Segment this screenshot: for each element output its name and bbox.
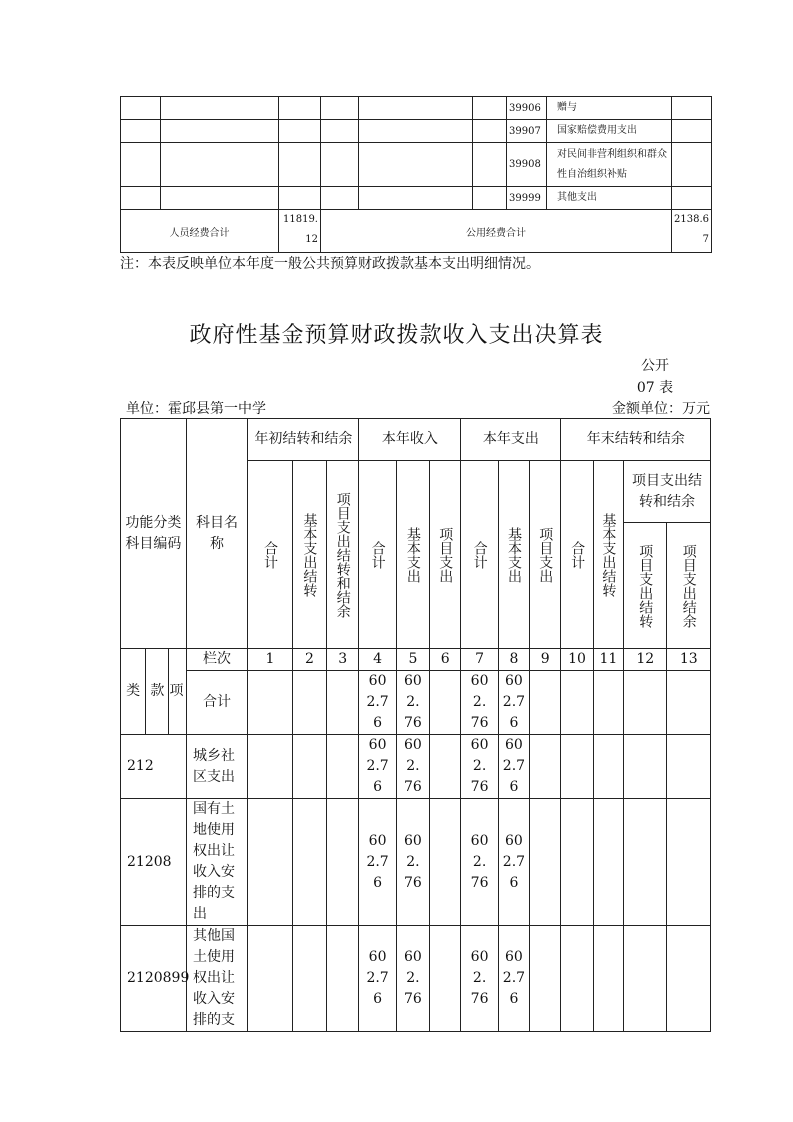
- code-cell: 2120899: [121, 926, 187, 1032]
- income-basic-header: 基本支出: [396, 461, 429, 649]
- col-num: 11: [593, 649, 623, 671]
- closing-project-surplus-header: 项目支出结余: [667, 523, 711, 649]
- kuan-header: 款: [146, 649, 169, 735]
- basic-expenditure-table-continued: [120, 96, 712, 253]
- value-cell: 602.76: [359, 799, 396, 926]
- closing-balance-header: 年末结转和结余: [561, 419, 711, 461]
- column-number-row: [121, 649, 711, 671]
- unit-label: 单位：霍邱县第一中学: [126, 401, 266, 417]
- public-total-value: 2138.67: [672, 210, 712, 253]
- opening-total-header: 合计: [248, 461, 292, 649]
- value-cell: 602.76: [461, 735, 498, 799]
- page-title: 政府性基金预算财政拨款收入支出决算表: [189, 323, 604, 348]
- table-row: [121, 187, 712, 210]
- col-num: 8: [498, 649, 529, 671]
- income-total-header: 合计: [359, 461, 396, 649]
- value-cell: 602.76: [498, 735, 529, 799]
- opening-balance-header: 年初结转和结余: [248, 419, 359, 461]
- table-row: [121, 799, 711, 926]
- value-cell: 602.76: [359, 671, 396, 735]
- value-cell: 602.76: [396, 926, 429, 1032]
- col-num: 9: [530, 649, 561, 671]
- opening-project-carry-header: 项目支出结转和结余: [327, 461, 359, 649]
- col-num: 7: [461, 649, 498, 671]
- header-row-1: [121, 419, 711, 461]
- code-cell: 39999: [507, 187, 547, 210]
- col-num: 3: [327, 649, 359, 671]
- value-cell: 602.76: [396, 735, 429, 799]
- code-cell: 39907: [507, 120, 547, 143]
- totals-row: [121, 210, 712, 253]
- closing-basic-carry-header: 基本支出结转: [593, 461, 623, 649]
- col-label: 栏次: [186, 649, 248, 671]
- value-cell: 602.76: [359, 926, 396, 1032]
- name-cell: 其他支出: [547, 187, 672, 210]
- col-num: 2: [292, 649, 326, 671]
- name-cell: 对民间非营利组织和群众性自治组织补贴: [547, 143, 672, 187]
- closing-project-header: 项目支出结转和结余: [624, 461, 711, 523]
- value-cell: 602.76: [461, 671, 498, 735]
- value-cell: 602.76: [359, 735, 396, 799]
- name-cell: 城乡社区支出: [186, 735, 248, 799]
- public-total-label: 公用经费合计: [321, 210, 672, 253]
- col-num: 4: [359, 649, 396, 671]
- code-cell: 21208: [121, 799, 187, 926]
- name-cell: 赠与: [547, 97, 672, 120]
- expense-header: 本年支出: [461, 419, 561, 461]
- income-header: 本年收入: [359, 419, 461, 461]
- table-row: [121, 120, 712, 143]
- table-row: [121, 735, 711, 799]
- col-num: 12: [624, 649, 667, 671]
- col-num: 5: [396, 649, 429, 671]
- form-code: [620, 355, 690, 399]
- table-row: [121, 143, 712, 187]
- amount-unit-label: 金额单位：万元: [612, 401, 710, 417]
- xiang-header: 项: [169, 649, 186, 735]
- value-cell: 602.76: [498, 671, 529, 735]
- name-cell: 合计: [186, 671, 248, 735]
- name-cell: 其他国土使用权出让收入安排的支: [186, 926, 248, 1032]
- value-cell: 602.76: [461, 799, 498, 926]
- lei-header: 类: [121, 649, 146, 735]
- table-row: [121, 97, 712, 120]
- col-num: 1: [248, 649, 292, 671]
- func-class-header: 功能分类科目编码: [121, 419, 187, 649]
- code-cell: 212: [121, 735, 187, 799]
- value-cell: 602.76: [498, 799, 529, 926]
- table-row: [121, 671, 711, 735]
- form-code-line1: 公开: [641, 358, 669, 374]
- value-cell: 602.76: [396, 799, 429, 926]
- col-num: 6: [430, 649, 461, 671]
- value-cell: 602.76: [461, 926, 498, 1032]
- personnel-total-value: 11819.12: [279, 210, 321, 253]
- expense-total-header: 合计: [461, 461, 498, 649]
- table-note: 注：本表反映单位本年度一般公共预算财政拨款基本支出明细情况。: [120, 256, 540, 272]
- form-code-line2: 07 表: [636, 380, 674, 396]
- table-row: [121, 926, 711, 1032]
- col-num: 10: [561, 649, 593, 671]
- government-fund-table: [120, 418, 711, 1032]
- personnel-total-label: 人员经费合计: [121, 210, 279, 253]
- value-cell: 602.76: [498, 926, 529, 1032]
- code-cell: 39906: [507, 97, 547, 120]
- expense-basic-header: 基本支出: [498, 461, 529, 649]
- expense-project-header: 项目支出: [530, 461, 561, 649]
- income-project-header: 项目支出: [430, 461, 461, 649]
- code-cell: 39908: [507, 143, 547, 187]
- value-cell: 602.76: [396, 671, 429, 735]
- closing-total-header: 合计: [561, 461, 593, 649]
- opening-basic-carry-header: 基本支出结转: [292, 461, 326, 649]
- name-cell: 国家赔偿费用支出: [547, 120, 672, 143]
- col-num: 13: [667, 649, 711, 671]
- name-cell: 国有土地使用权出让收入安排的支出: [186, 799, 248, 926]
- subject-name-header: 科目名称: [186, 419, 248, 649]
- closing-project-carry-header: 项目支出结转: [624, 523, 667, 649]
